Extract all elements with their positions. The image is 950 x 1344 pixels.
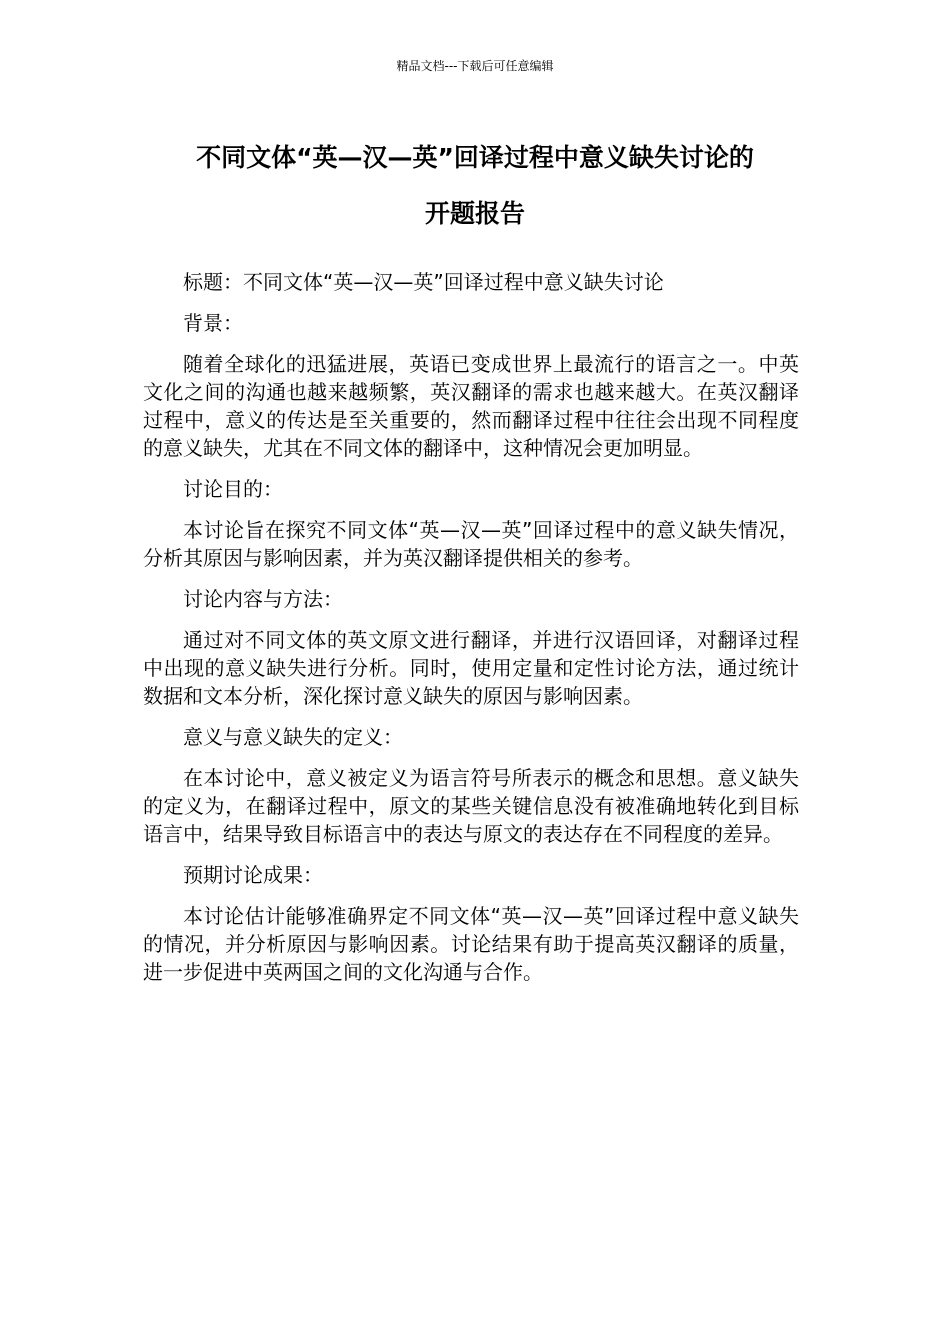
section-heading-title: 标题：不同文体“英—汉—英”回译过程中意义缺失讨论 [183,270,664,294]
section-heading-definition: 意义与意义缺失的定义： [183,725,403,749]
section-heading-method: 讨论内容与方法： [183,587,343,611]
section-heading-expected-results: 预期讨论成果： [183,863,323,887]
paragraph-method: 通过对不同文体的英文原文进行翻译，并进行汉语回译，对翻译过程中出现的意义缺失进行分析。同时，使用定量和定性讨论方法，通过统计数据和文本分析，深化探讨意义缺失的原因与影响因素。 [143,628,799,708]
document-title [140,130,810,242]
paragraph-definition: 在本讨论中，意义被定义为语言符号所表示的概念和思想。意义缺失的定义为，在翻译过程中，原文的某些关键信息没有被准确地转化到目标语言中，结果导致目标语言中的表达与原文的表达存在不同程度的差异。 [143,766,799,846]
section-heading-purpose: 讨论目的： [183,477,283,501]
document-title-line-1: 不同文体“英—汉—英”回译过程中意义缺失讨论的 [196,143,754,172]
section-heading-background: 背景： [183,311,243,335]
paragraph-purpose: 本讨论旨在探究不同文体“英—汉—英”回译过程中的意义缺失情况，分析其原因与影响因素，并为英汉翻译提供相关的参考。 [143,518,799,570]
document-body [143,268,799,999]
document-title-line-2: 开题报告 [424,199,525,228]
paragraph-background: 随着全球化的迅猛进展，英语已变成世界上最流行的语言之一。中英文化之间的沟通也越来越频繁，英汉翻译的需求也越来越大。在英汉翻译过程中，意义的传达是至关重要的，然而翻译过程中往往会出现不同程度的意义缺失，尤其在不同文体的翻译中，这种情况会更加明显。 [143,352,799,460]
paragraph-expected-results: 本讨论估计能够准确界定不同文体“英—汉—英”回译过程中意义缺失的情况，并分析原因与影响因素。讨论结果有助于提高英汉翻译的质量，进一步促进中英两国之间的文化沟通与合作。 [143,904,799,984]
page-header: 精品文档---下载后可任意编辑 [396,59,554,73]
